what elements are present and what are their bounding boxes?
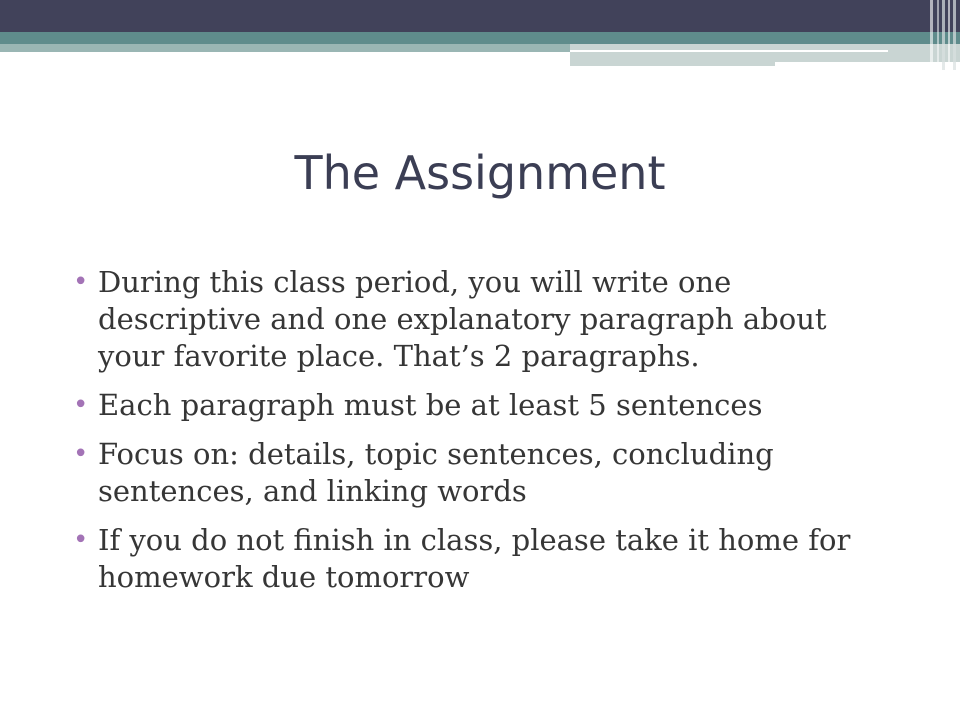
bullet-item	[72, 387, 872, 424]
bullet-dot-icon: •	[73, 267, 89, 297]
bullet-text: Focus on: details, topic sentences, concluding sentences, and linking words	[98, 437, 774, 508]
bullet-item	[72, 522, 872, 596]
bullet-dot-icon: •	[73, 439, 89, 469]
bullet-text: During this class period, you will write one descriptive and one explanatory paragraph about your favorite place. That’s 2 paragraphs.	[98, 265, 827, 373]
bullet-text: Each paragraph must be at least 5 sentences	[98, 388, 763, 422]
bullet-dot-icon: •	[73, 525, 89, 555]
bullet-text: If you do not finish in class, please take it home for homework due tomorrow	[98, 523, 851, 594]
bullet-item	[72, 436, 872, 510]
slide-title: The Assignment	[294, 146, 666, 200]
bullet-item	[72, 264, 872, 375]
header-band	[0, 0, 960, 70]
bullet-dot-icon: •	[73, 390, 89, 420]
bullet-list	[72, 264, 872, 608]
